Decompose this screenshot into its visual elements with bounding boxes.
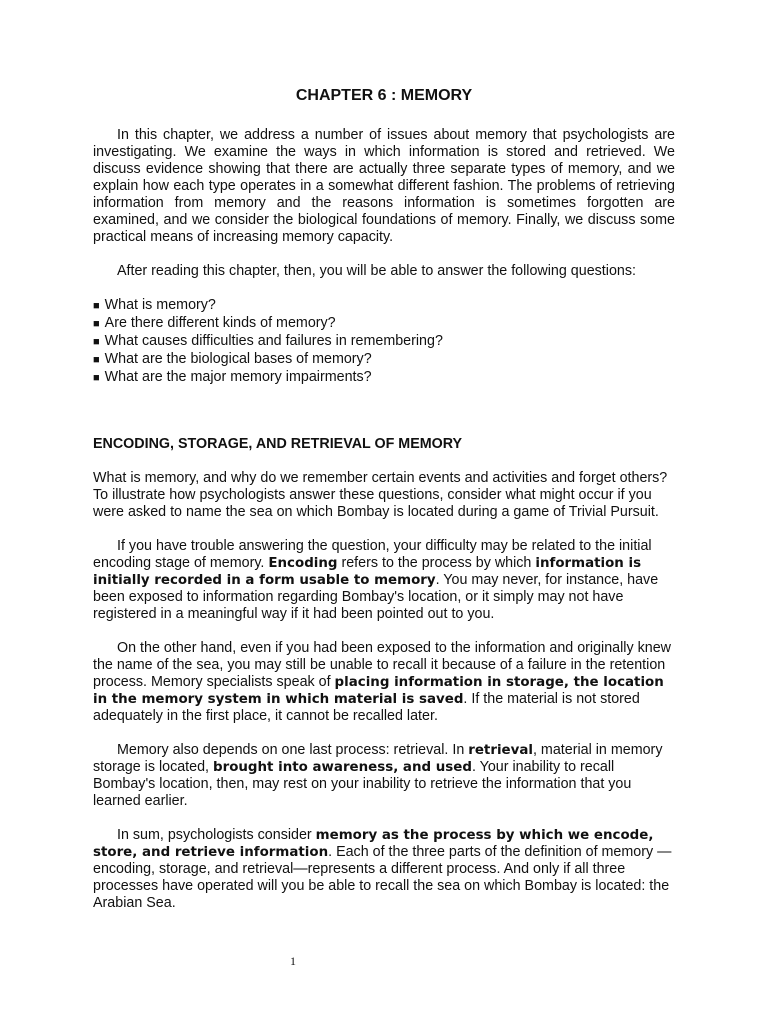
definition-storage: placing information in storage, the location in the memory system in which material is saved xyxy=(93,675,664,707)
text-run: . You may never, for instance, have been exposed to information regarding Bombay's location, or it simply may not have registered in a meaningful way if it had been pointed out to you. xyxy=(93,572,659,622)
text-run: Memory also depends on one last process: retrieval. In xyxy=(117,742,469,758)
definition-memory: memory as the process by which we encode, store, and retrieve information xyxy=(93,828,654,860)
document-page xyxy=(93,86,675,929)
question-text: What is memory? xyxy=(104,297,216,313)
text-run: On the other hand, even if you had been exposed to the information and originally knew the name of the sea, you may still be unable to recall it because of a failure in the retention process. Memory specialists speak of xyxy=(93,640,671,690)
list-item xyxy=(93,351,675,369)
bullet-icon: ■ xyxy=(93,372,100,384)
paragraph-encoding xyxy=(93,538,675,623)
list-item xyxy=(93,315,675,333)
page-number: 1 xyxy=(290,954,296,968)
term-encoding: Encoding xyxy=(268,556,338,571)
text-run: In sum, psychologists consider xyxy=(117,827,316,843)
paragraph-storage xyxy=(93,640,675,725)
question-text: Are there different kinds of memory? xyxy=(104,315,336,331)
chapter-title: CHAPTER 6 : MEMORY xyxy=(295,87,473,104)
text-run: If you have trouble answering the question, your difficulty may be related to the initial encoding stage of memory. xyxy=(93,538,652,571)
list-item xyxy=(93,333,675,351)
term-retrieval: retrieval xyxy=(468,743,533,758)
text-run: . Your inability to recall Bombay's location, then, may rest on your inability to retrieve the information that you learned earlier. xyxy=(93,759,632,809)
text-run: refers to the process by which xyxy=(337,555,536,571)
definition-retrieval: brought into awareness, and used xyxy=(213,760,472,775)
text-run: . Each of the three parts of the definition of memory —encoding, storage, and retrieval—represents a different process. And only if all three processes have operated will you be able to recall the sea on which Bombay is located: the Arabian Sea. xyxy=(93,844,672,911)
list-item xyxy=(93,297,675,315)
paragraph-what-is-memory: What is memory, and why do we remember certain events and activities and forget others? To illustrate how psychologists answer these questions, consider what might occur if you were asked to name the sea on which Bombay is located during a game of Trivial Pursuit. xyxy=(93,470,668,520)
question-text: What causes difficulties and failures in remembering? xyxy=(104,333,443,349)
question-list xyxy=(93,297,675,387)
paragraph-retrieval xyxy=(93,742,675,810)
question-text: What are the major memory impairments? xyxy=(104,369,372,385)
question-text: What are the biological bases of memory? xyxy=(104,351,372,367)
bullet-icon: ■ xyxy=(93,300,100,312)
bullet-icon: ■ xyxy=(93,354,100,366)
definition-encoding: information is initially recorded in a form usable to memory xyxy=(93,556,642,588)
after-reading-paragraph: After reading this chapter, then, you will be able to answer the following questions: xyxy=(117,263,636,279)
text-run: , material in memory storage is located, xyxy=(93,742,663,775)
intro-paragraph: In this chapter, we address a number of issues about memory that psychologists are investigating. We examine the ways in which information is stored and retrieved. We discuss evidence showing that there are actually three separate types of memory, and we explain how each type operates in a somewhat different fashion. The problems of retrieving information from memory and the reasons information is sometimes forgotten are examined, and we consider the biological foundations of memory. Finally, we discuss some practical means of increasing memory capacity. xyxy=(93,127,675,245)
bullet-icon: ■ xyxy=(93,318,100,330)
list-item xyxy=(93,369,675,387)
paragraph-summary xyxy=(93,827,675,912)
section-heading: ENCODING, STORAGE, AND RETRIEVAL OF MEMORY xyxy=(93,436,463,452)
text-run: . If the material is not stored adequately in the first place, it cannot be recalled later. xyxy=(93,691,640,724)
bullet-icon: ■ xyxy=(93,336,100,348)
